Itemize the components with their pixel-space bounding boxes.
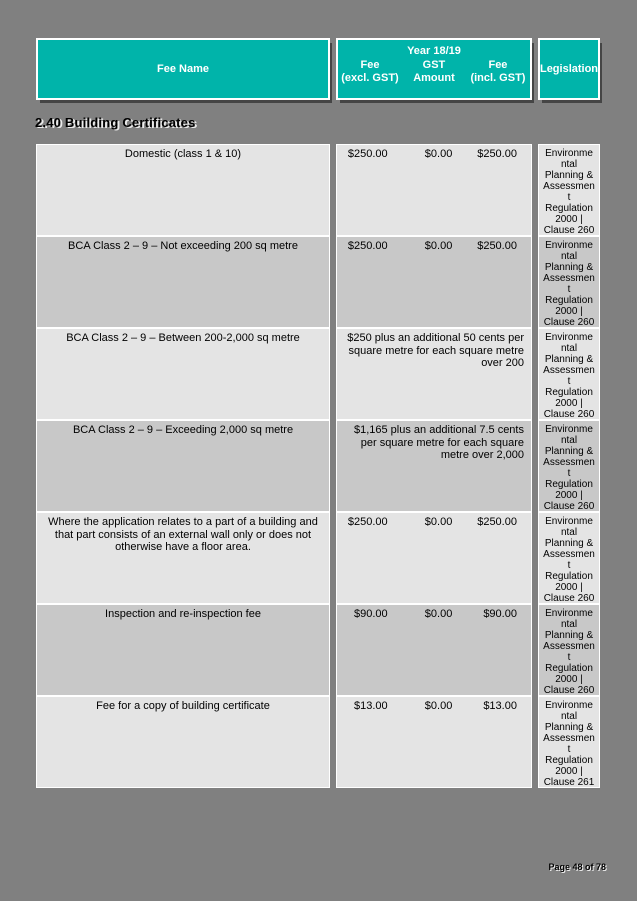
- fee-name-text: Domestic (class 1 & 10): [124, 148, 242, 160]
- fee-values-cell: [336, 696, 532, 788]
- table-row: [36, 144, 600, 236]
- fee-description-text: $1,165 plus an additional 7.5 cents per square metre for each square metre over 2,000: [353, 424, 524, 461]
- fee-values: [337, 697, 531, 712]
- table-row: [36, 328, 600, 420]
- fee-values-cell: [336, 236, 532, 328]
- fee-name-cell: [36, 604, 330, 696]
- fee-excl-gst-value: $250.00: [347, 148, 388, 160]
- fee-incl-gst-value: $90.00: [483, 608, 517, 620]
- gst-amount-value: $0.00: [424, 700, 453, 712]
- gst-amount-value: $0.00: [424, 148, 453, 160]
- fee-name-cell: [36, 512, 330, 604]
- table-row: [36, 236, 600, 328]
- table-row: [36, 696, 600, 788]
- legislation-cell: [538, 420, 600, 512]
- legislation-cell: [538, 512, 600, 604]
- column-header-legislation: [538, 38, 600, 100]
- year-label: Year 18/19: [407, 45, 461, 57]
- legislation-cell: [538, 236, 600, 328]
- gst-amount-value: $0.00: [424, 516, 453, 528]
- table-row: [36, 512, 600, 604]
- fee-values: [337, 237, 531, 252]
- fee-incl-gst-value: $250.00: [477, 148, 517, 160]
- fee-values: [337, 145, 531, 160]
- legislation-cell: [538, 604, 600, 696]
- fee-values: [337, 605, 531, 620]
- section-title: 2.40 Building Certificates: [35, 115, 196, 130]
- legislation-text: Environmental Planning & Assessment Regulation 2000 | Clause 260: [543, 424, 595, 512]
- fee-values-cell: [336, 604, 532, 696]
- fee-values-cell: [336, 512, 532, 604]
- legislation-text: Environmental Planning & Assessment Regulation 2000 | Clause 260: [543, 608, 595, 696]
- fee-values-cell: [336, 420, 532, 512]
- table-row: [36, 604, 600, 696]
- column-header-year-group: [336, 38, 532, 100]
- fee-values: [337, 513, 531, 528]
- legislation-cell: [538, 328, 600, 420]
- fee-description-text: $250 plus an additional 50 cents per square metre for each square metre over 200: [347, 332, 524, 369]
- fee-excl-gst-value: $250.00: [347, 516, 388, 528]
- fee-name-label: Fee Name: [157, 63, 209, 75]
- legislation-text: Environmental Planning & Assessment Regulation 2000 | Clause 260: [543, 240, 595, 328]
- fee-name-text: Fee for a copy of building certificate: [96, 700, 270, 712]
- fee-values-cell: [336, 144, 532, 236]
- legislation-text: Environmental Planning & Assessment Regulation 2000 | Clause 260: [543, 516, 595, 604]
- column-header-fee-name: [36, 38, 330, 100]
- legislation-cell: [538, 696, 600, 788]
- legislation-cell: [538, 144, 600, 236]
- table-row: [36, 420, 600, 512]
- fee-name-text: Inspection and re-inspection fee: [105, 608, 261, 620]
- fee-name-text: BCA Class 2 – 9 – Exceeding 2,000 sq metre: [72, 424, 294, 436]
- table-body: [36, 144, 600, 788]
- fee-name-text: Where the application relates to a part of a building and that part consists of an external wall only or does not otherwise have a floor area.: [48, 516, 318, 553]
- fee-incl-gst-value: $13.00: [483, 700, 517, 712]
- page-number: Page 48 of 78: [548, 862, 606, 872]
- gst-amount-value: $0.00: [424, 608, 453, 620]
- fee-name-cell: [36, 144, 330, 236]
- fee-excl-gst-value: $13.00: [354, 700, 388, 712]
- fee-name-cell: [36, 236, 330, 328]
- fee-values-cell: [336, 328, 532, 420]
- gst-amount-value: $0.00: [424, 240, 453, 252]
- table-header: [36, 38, 600, 100]
- fee-name-text: BCA Class 2 – 9 – Not exceeding 200 sq metre: [68, 240, 298, 252]
- fee-excl-gst-value: $90.00: [354, 608, 388, 620]
- legislation-text: Environmental Planning & Assessment Regulation 2000 | Clause 260: [543, 148, 595, 236]
- column-header-fee-excl-gst: Fee (excl. GST): [341, 59, 399, 84]
- legislation-label: Legislation: [539, 63, 599, 75]
- legislation-text: Environmental Planning & Assessment Regulation 2000 | Clause 260: [543, 332, 595, 420]
- fee-name-cell: [36, 420, 330, 512]
- fee-incl-gst-value: $250.00: [477, 516, 517, 528]
- column-header-gst-amount: GST Amount: [413, 59, 455, 84]
- legislation-text: Environmental Planning & Assessment Regulation 2000 | Clause 261: [543, 700, 595, 788]
- fee-name-cell: [36, 328, 330, 420]
- fee-incl-gst-value: $250.00: [477, 240, 517, 252]
- fee-name-text: BCA Class 2 – 9 – Between 200-2,000 sq metre: [66, 332, 300, 344]
- column-header-fee-incl-gst: Fee (incl. GST): [470, 59, 526, 84]
- fee-excl-gst-value: $250.00: [347, 240, 388, 252]
- fee-name-cell: [36, 696, 330, 788]
- sub-column-headers: [338, 59, 530, 85]
